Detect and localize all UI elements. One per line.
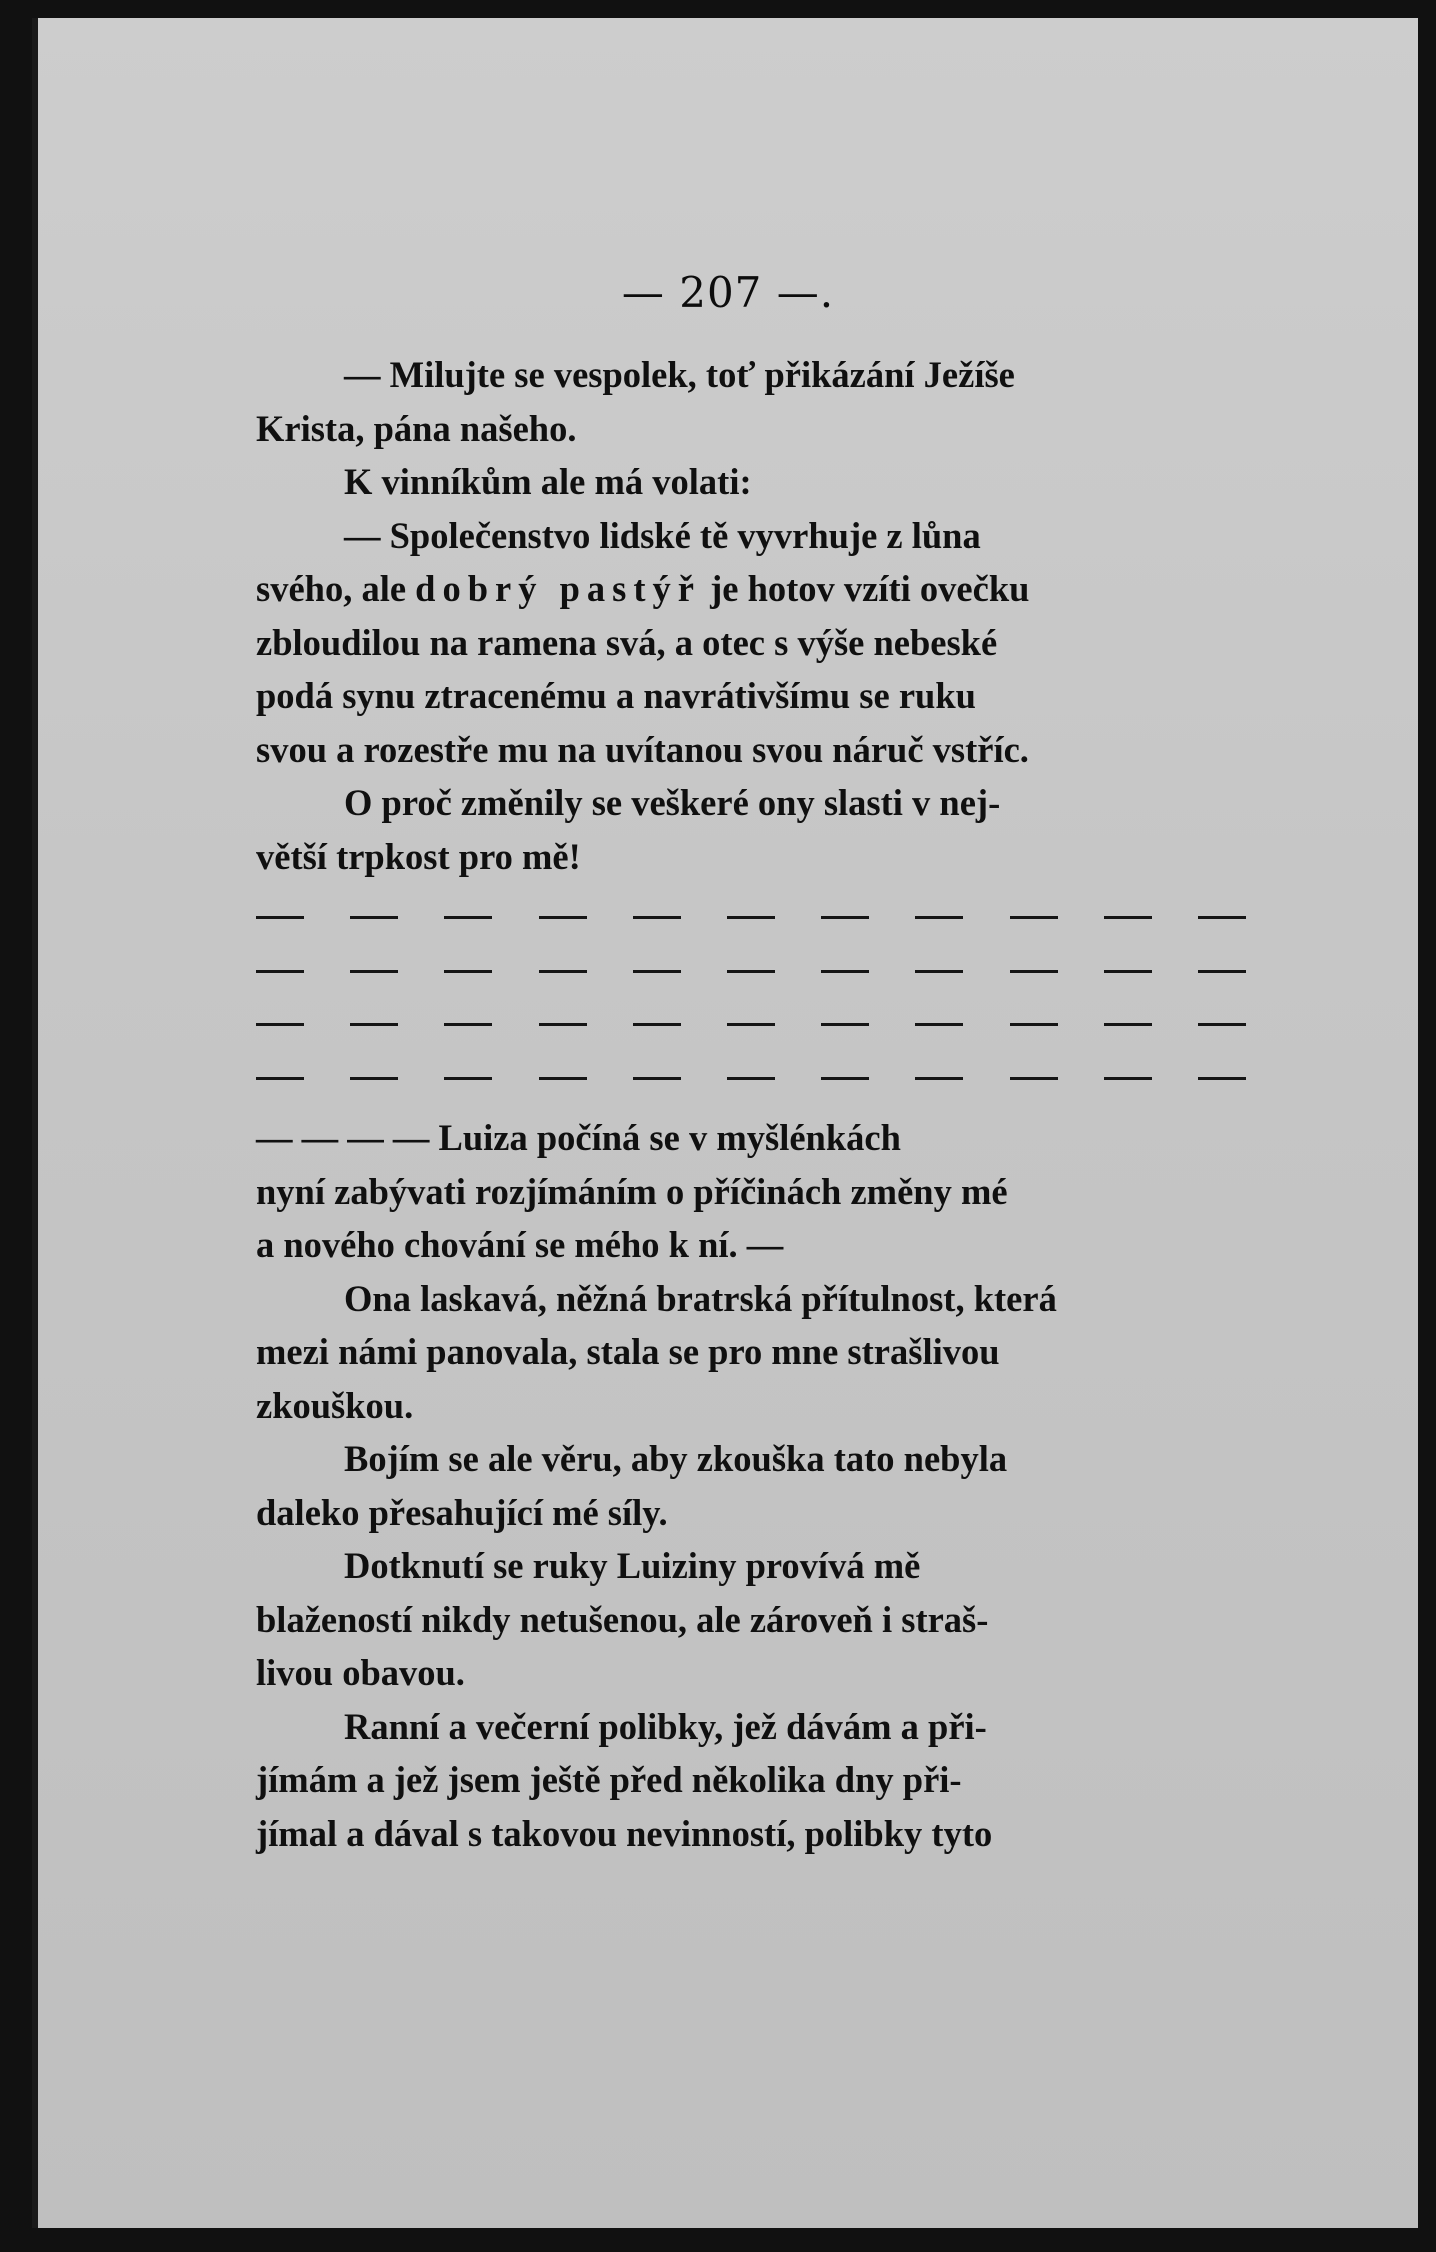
dash-mark — [256, 970, 304, 973]
dash-mark — [1104, 1077, 1152, 1080]
page-number: — 207 —. — [621, 268, 835, 317]
paragraph-line: jímal a dával s takovou nevinností, polibky tyto — [256, 1812, 993, 1854]
dash-mark — [1010, 1077, 1058, 1080]
dash-mark — [821, 970, 869, 973]
dash-mark — [915, 916, 963, 919]
dash-mark — [444, 1023, 492, 1026]
dash-mark — [1198, 970, 1246, 973]
paragraph-line: Ranní a večerní polibky, jež dávám a při- — [344, 1705, 987, 1747]
dash-mark — [444, 1077, 492, 1080]
paragraph-line: a nového chování se mého k ní. — — [256, 1224, 784, 1265]
paragraph-line: mezi námi panovala, stala se pro mne strašlivou — [256, 1331, 1000, 1372]
dash-mark — [633, 970, 681, 973]
dash-mark — [1104, 1023, 1152, 1026]
dash-mark — [915, 970, 963, 973]
dash-mark — [727, 970, 775, 973]
dash-mark — [821, 1077, 869, 1080]
paragraph-line: jímám a jež jsem ještě před několika dny při- — [256, 1759, 962, 1800]
page-body — [256, 348, 1246, 1860]
paragraph-line: daleko přesahující mé síly. — [256, 1491, 668, 1533]
dash-mark — [633, 1077, 681, 1080]
dash-mark — [1198, 1023, 1246, 1026]
paragraph-line: nyní zabývati rozjímáním o příčinách změny mé — [256, 1170, 1008, 1212]
dash-separator — [256, 891, 1246, 1105]
dash-mark — [256, 1023, 304, 1026]
dash-mark — [539, 1023, 587, 1026]
paragraph-line: O proč změnily se veškeré ony slasti v nej- — [344, 782, 1001, 823]
dash-mark — [1104, 916, 1152, 919]
dash-mark — [1010, 916, 1058, 919]
paragraph-line: podá synu ztracenému a navrátivšímu se ruku — [256, 675, 976, 716]
paragraph-line — [256, 562, 1246, 616]
dash-mark — [256, 1077, 304, 1080]
dash-mark — [727, 1023, 775, 1026]
dash-mark — [1010, 970, 1058, 973]
dash-mark — [444, 916, 492, 919]
dash-mark — [539, 916, 587, 919]
dash-mark — [256, 916, 304, 919]
dash-row — [256, 891, 1246, 945]
dash-mark — [915, 1077, 963, 1080]
paragraph-line: Ona laskavá, něžná bratrská přítulnost, která — [344, 1277, 1057, 1319]
text-run: svého, ale — [256, 568, 416, 609]
dash-mark — [539, 970, 587, 973]
dash-mark — [350, 1077, 398, 1080]
dash-mark — [727, 916, 775, 919]
paragraph-line: svou a rozestře mu na uvítanou svou náruč vstříc. — [256, 728, 1029, 770]
paragraph-line: blažeností nikdy netušenou, ale zároveň i straš- — [256, 1598, 989, 1640]
dash-mark — [539, 1077, 587, 1080]
dash-mark — [821, 916, 869, 919]
paragraph-line: Bojím se ale věru, aby zkouška tato nebyla — [344, 1438, 1008, 1479]
dash-mark — [821, 1023, 869, 1026]
paragraph-line: — — — — Luiza počíná se v myšlénkách — [256, 1117, 901, 1158]
paragraph-line: Krista, pána našeho. — [256, 407, 577, 449]
dash-row — [256, 1052, 1246, 1106]
paragraph-line: — Milujte se vespolek, toť přikázání Ježíše — [344, 354, 1015, 395]
dash-row — [256, 945, 1246, 999]
dash-mark — [633, 1023, 681, 1026]
dash-mark — [350, 1023, 398, 1026]
text-run: je hotov vzíti ovečku — [700, 568, 1030, 609]
dash-row — [256, 998, 1246, 1052]
dash-mark — [444, 970, 492, 973]
emphasis-text: dobrý pastýř — [415, 568, 701, 609]
book-page — [32, 18, 1418, 2228]
dash-mark — [915, 1023, 963, 1026]
paragraph-line: zkouškou. — [256, 1384, 414, 1426]
paragraph-line: — Společenstvo lidské tě vyvrhuje z lůna — [344, 514, 981, 556]
dash-mark — [633, 916, 681, 919]
dash-mark — [1104, 970, 1152, 973]
dash-mark — [1198, 916, 1246, 919]
dash-mark — [1010, 1023, 1058, 1026]
paragraph-line: zbloudilou na ramena svá, a otec s výše nebeské — [256, 621, 998, 663]
paragraph-line: větší trpkost pro mě! — [256, 835, 581, 877]
paragraph-line: K vinníkům ale má volati: — [344, 461, 752, 502]
dash-mark — [350, 970, 398, 973]
paragraph-line: livou obavou. — [256, 1652, 465, 1693]
paragraph-line: Dotknutí se ruky Luiziny provívá mě — [344, 1545, 921, 1586]
dash-mark — [1198, 1077, 1246, 1080]
dash-mark — [727, 1077, 775, 1080]
dash-mark — [350, 916, 398, 919]
